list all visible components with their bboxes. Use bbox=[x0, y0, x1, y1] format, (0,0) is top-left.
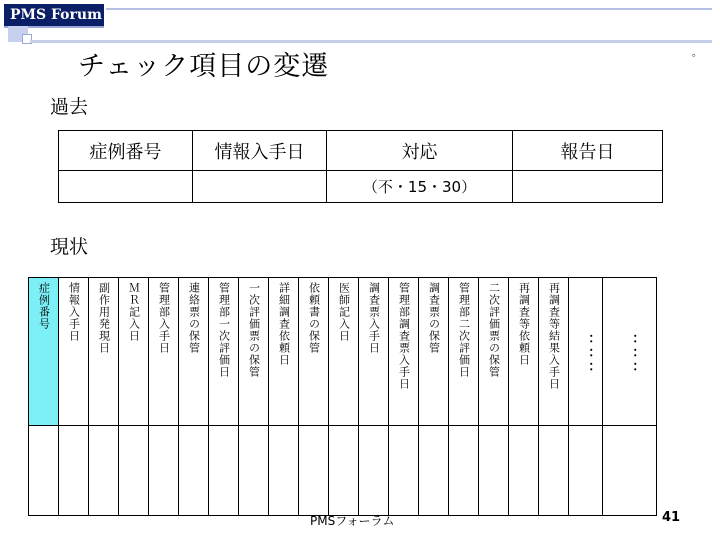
header-rule-top bbox=[106, 8, 712, 10]
current-cell bbox=[603, 426, 657, 516]
current-col-ellipsis-2 bbox=[603, 278, 657, 426]
corner-mark: 。 bbox=[692, 48, 702, 59]
current-col-mr-entry-date bbox=[119, 278, 149, 426]
current-cell bbox=[149, 426, 179, 516]
section-label-past: 過去 bbox=[50, 96, 89, 118]
current-cell bbox=[239, 426, 269, 516]
current-col-label: 連絡票の保管 bbox=[187, 282, 201, 354]
current-col-label: 副作用発現日 bbox=[97, 282, 111, 354]
current-col-survey-form-received-date bbox=[359, 278, 389, 426]
current-col-adverse-onset-date bbox=[89, 278, 119, 426]
current-table-row bbox=[29, 426, 657, 516]
ellipsis-dots: ：：： bbox=[578, 334, 594, 376]
current-col-ellipsis-1 bbox=[569, 278, 603, 426]
current-col-admin-first-eval-date bbox=[209, 278, 239, 426]
current-cell bbox=[29, 426, 59, 516]
current-col-detail-survey-request-date bbox=[269, 278, 299, 426]
ellipsis-dots: ：：： bbox=[622, 334, 638, 376]
current-col-admin-received-date bbox=[149, 278, 179, 426]
current-col-label: 調査票の保管 bbox=[427, 282, 441, 354]
current-col-label: 管理部入手日 bbox=[157, 282, 171, 354]
current-cell bbox=[329, 426, 359, 516]
current-col-label: 情報入手日 bbox=[67, 282, 81, 342]
current-col-label: ＭＲ記入日 bbox=[127, 282, 141, 342]
current-col-contact-form-storage bbox=[179, 278, 209, 426]
past-col-info-date: 情報入手日 bbox=[193, 131, 327, 171]
current-cell bbox=[269, 426, 299, 516]
past-col-response: 対応 bbox=[327, 131, 513, 171]
current-cell bbox=[209, 426, 239, 516]
past-table bbox=[58, 130, 663, 203]
current-col-info-date bbox=[59, 278, 89, 426]
page-number: 41 bbox=[662, 510, 681, 525]
current-col-label: 管理部一次評価日 bbox=[217, 282, 231, 378]
current-cell bbox=[359, 426, 389, 516]
current-cell bbox=[419, 426, 449, 516]
current-cell bbox=[539, 426, 569, 516]
past-cell-report-date bbox=[513, 171, 663, 203]
section-label-current: 現状 bbox=[50, 236, 89, 258]
current-col-admin-survey-received-date bbox=[389, 278, 419, 426]
current-cell bbox=[569, 426, 603, 516]
current-table bbox=[28, 277, 657, 516]
current-cell bbox=[59, 426, 89, 516]
current-col-label: 管理部二次評価日 bbox=[457, 282, 471, 378]
past-cell-info-date bbox=[193, 171, 327, 203]
current-col-label: 一次評価票の保管 bbox=[247, 282, 261, 378]
current-col-label: 症例番号 bbox=[37, 282, 51, 330]
past-col-report-date: 報告日 bbox=[513, 131, 663, 171]
current-col-doctor-entry-date bbox=[329, 278, 359, 426]
current-col-admin-second-eval-date bbox=[449, 278, 479, 426]
header-rule-bottom bbox=[30, 40, 712, 43]
current-col-label: 再調査等結果入手日 bbox=[547, 282, 561, 390]
current-cell bbox=[179, 426, 209, 516]
current-col-resurvey-result-date bbox=[539, 278, 569, 426]
footer-text: PMSフォーラム bbox=[310, 514, 395, 528]
current-col-label: 依頼書の保管 bbox=[307, 282, 321, 354]
current-cell bbox=[509, 426, 539, 516]
current-col-survey-form-storage bbox=[419, 278, 449, 426]
current-cell bbox=[299, 426, 329, 516]
past-table-row bbox=[59, 171, 663, 203]
current-col-label: 再調査等依頼日 bbox=[517, 282, 531, 366]
current-col-first-eval-form-storage bbox=[239, 278, 269, 426]
past-cell-case-number bbox=[59, 171, 193, 203]
current-cell bbox=[89, 426, 119, 516]
current-table-header-row bbox=[29, 278, 657, 426]
current-col-label: 医師記入日 bbox=[337, 282, 351, 342]
current-col-second-eval-form-storage bbox=[479, 278, 509, 426]
current-cell bbox=[119, 426, 149, 516]
current-col-resurvey-request-date bbox=[509, 278, 539, 426]
pms-forum-logo: PMS Forum bbox=[4, 4, 104, 28]
current-col-label: 調査票入手日 bbox=[367, 282, 381, 354]
current-col-request-form-storage bbox=[299, 278, 329, 426]
past-col-case-number: 症例番号 bbox=[59, 131, 193, 171]
current-cell bbox=[389, 426, 419, 516]
current-col-label: 詳細調査依頼日 bbox=[277, 282, 291, 366]
slide-title: チェック項目の変遷 bbox=[78, 51, 330, 82]
past-cell-response: （不・15・30） bbox=[327, 171, 513, 203]
current-cell bbox=[449, 426, 479, 516]
current-cell bbox=[479, 426, 509, 516]
current-col-label: 管理部調査票入手日 bbox=[397, 282, 411, 390]
past-table-header-row bbox=[59, 131, 663, 171]
current-col-label: 二次評価票の保管 bbox=[487, 282, 501, 378]
current-col-case-number bbox=[29, 278, 59, 426]
